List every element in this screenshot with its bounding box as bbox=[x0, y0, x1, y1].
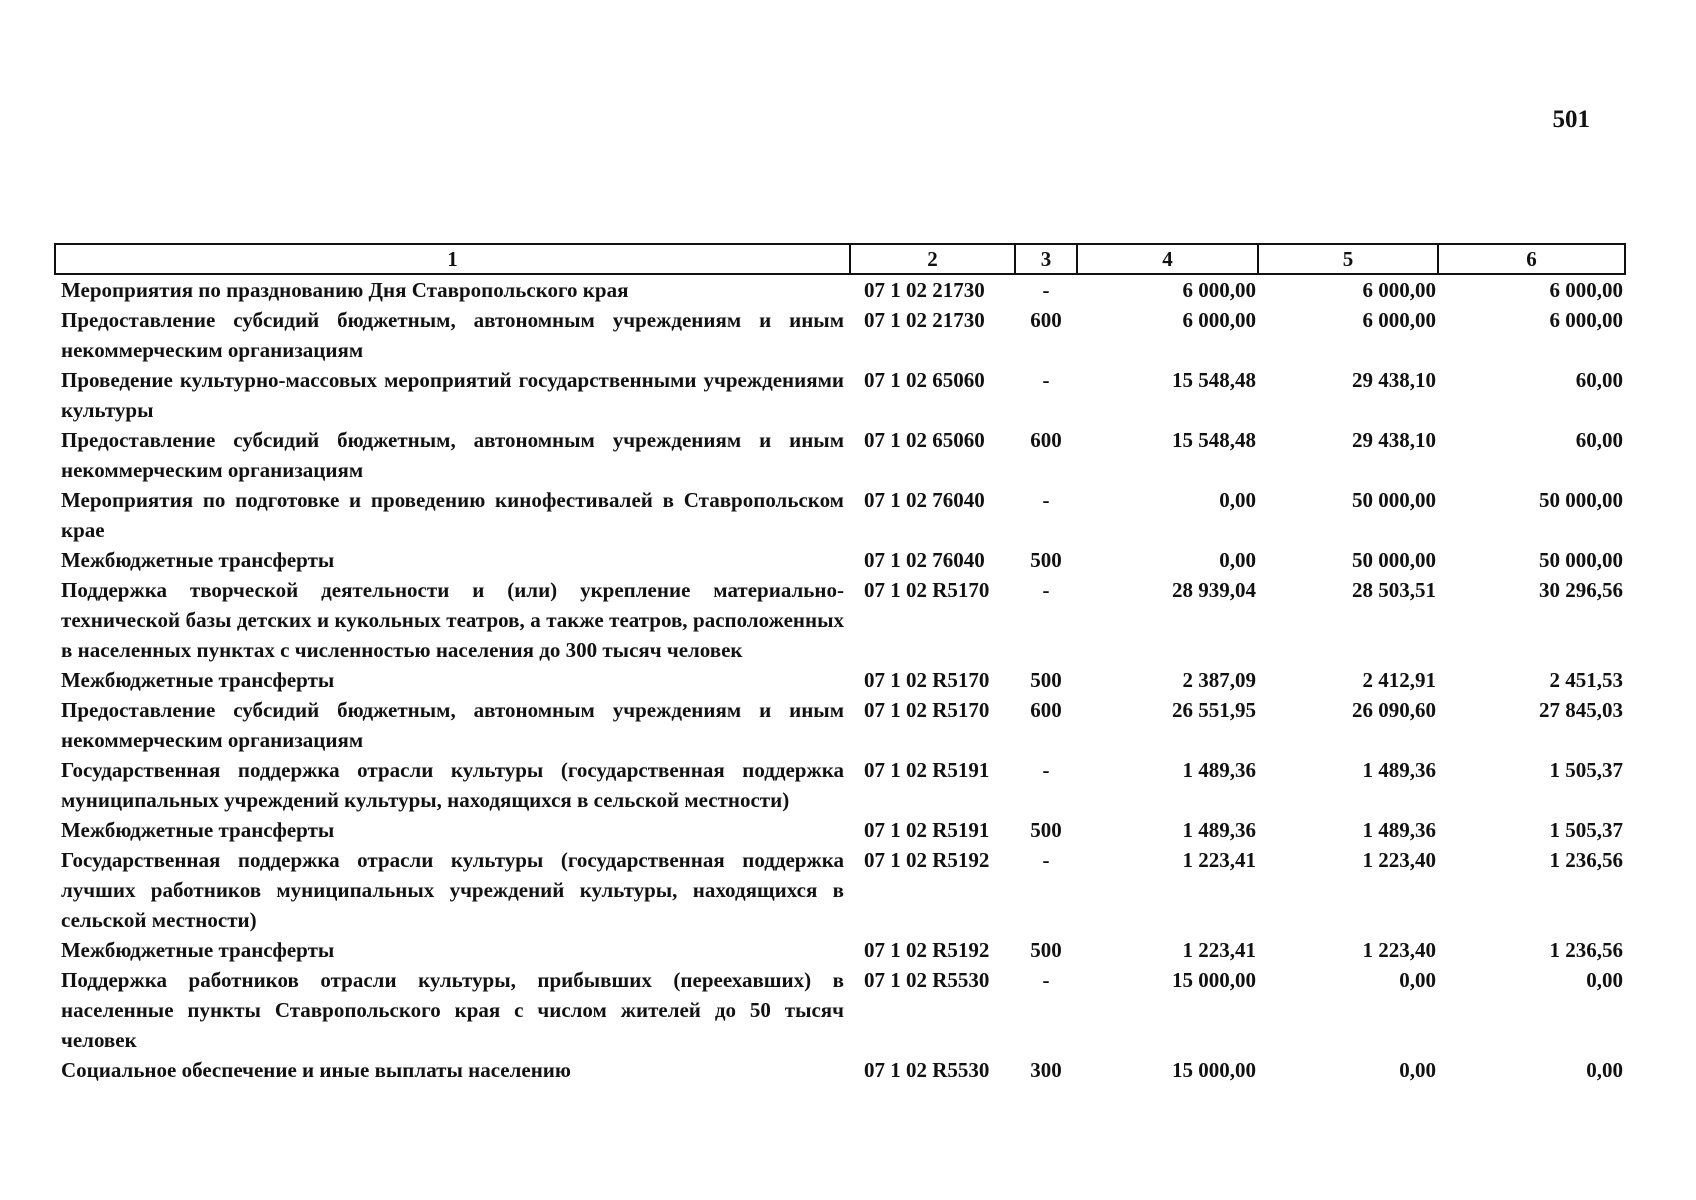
row-value-col6: 0,00 bbox=[1586, 1058, 1623, 1082]
row-value-col4: 15 000,00 bbox=[1172, 968, 1256, 992]
row-value-col5: 6 000,00 bbox=[1362, 278, 1436, 302]
row-value-col4: 2 387,09 bbox=[1182, 668, 1256, 692]
row-expense-type: 500 bbox=[1030, 548, 1062, 572]
row-code: 07 1 02 R5192 bbox=[864, 938, 990, 962]
budget-table bbox=[54, 243, 1626, 1085]
row-code: 07 1 02 R5170 bbox=[864, 668, 990, 692]
row-value-col4: 0,00 bbox=[1219, 488, 1256, 512]
row-expense-type: - bbox=[1042, 368, 1050, 392]
row-value-col5: 50 000,00 bbox=[1352, 548, 1436, 572]
table-row bbox=[55, 485, 1625, 545]
row-value-col5: 0,00 bbox=[1399, 1058, 1436, 1082]
row-name: Межбюджетные трансферты bbox=[61, 938, 335, 962]
row-code: 07 1 02 76040 bbox=[864, 488, 985, 512]
row-expense-type: - bbox=[1042, 578, 1050, 602]
row-code: 07 1 02 R5170 bbox=[864, 578, 990, 602]
table-row bbox=[55, 695, 1625, 755]
column-header: 3 bbox=[1015, 244, 1077, 274]
row-value-col6: 50 000,00 bbox=[1539, 488, 1623, 512]
row-name: Предоставление субсидий бюджетным, автономным учреждениям и иным некоммерческим организациям bbox=[61, 428, 844, 482]
row-value-col5: 29 438,10 bbox=[1352, 368, 1436, 392]
row-expense-type: - bbox=[1042, 488, 1050, 512]
row-name: Поддержка творческой деятельности и (или) укрепление материально-технической базы детских и кукольных театров, а также театров, расположенных в населенных пунктах с численностью населения до 300 тысяч человек bbox=[61, 578, 844, 662]
row-value-col4: 28 939,04 bbox=[1172, 578, 1256, 602]
row-value-col6: 27 845,03 bbox=[1539, 698, 1623, 722]
row-value-col5: 1 223,40 bbox=[1362, 848, 1436, 872]
row-name: Мероприятия по празднованию Дня Ставропольского края bbox=[61, 278, 629, 302]
row-expense-type: 500 bbox=[1030, 818, 1062, 842]
row-value-col6: 1 505,37 bbox=[1549, 758, 1623, 782]
row-value-col4: 26 551,95 bbox=[1172, 698, 1256, 722]
row-value-col4: 0,00 bbox=[1219, 548, 1256, 572]
row-value-col5: 6 000,00 bbox=[1362, 308, 1436, 332]
row-value-col6: 30 296,56 bbox=[1539, 578, 1623, 602]
column-header: 2 bbox=[850, 244, 1015, 274]
row-code: 07 1 02 65060 bbox=[864, 428, 985, 452]
row-value-col6: 1 236,56 bbox=[1549, 938, 1623, 962]
row-expense-type: 600 bbox=[1030, 308, 1062, 332]
table-row bbox=[55, 305, 1625, 365]
row-value-col4: 1 489,36 bbox=[1182, 758, 1256, 782]
row-code: 07 1 02 21730 bbox=[864, 278, 985, 302]
table-row bbox=[55, 665, 1625, 695]
row-value-col6: 2 451,53 bbox=[1549, 668, 1623, 692]
row-expense-type: 500 bbox=[1030, 938, 1062, 962]
row-name: Поддержка работников отрасли культуры, прибывших (переехавших) в населенные пункты Ставропольского края с числом жителей до 50 тысяч человек bbox=[61, 968, 844, 1052]
row-value-col6: 1 505,37 bbox=[1549, 818, 1623, 842]
table-row bbox=[55, 815, 1625, 845]
table-row bbox=[55, 965, 1625, 1055]
row-value-col4: 15 548,48 bbox=[1172, 428, 1256, 452]
row-value-col5: 50 000,00 bbox=[1352, 488, 1436, 512]
row-value-col4: 1 489,36 bbox=[1182, 818, 1256, 842]
row-value-col4: 15 000,00 bbox=[1172, 1058, 1256, 1082]
table-header-row bbox=[55, 244, 1625, 274]
row-value-col5: 29 438,10 bbox=[1352, 428, 1436, 452]
row-expense-type: - bbox=[1042, 758, 1050, 782]
row-value-col6: 0,00 bbox=[1586, 968, 1623, 992]
row-expense-type: 600 bbox=[1030, 698, 1062, 722]
table-row bbox=[55, 575, 1625, 665]
table-row bbox=[55, 935, 1625, 965]
column-header: 1 bbox=[55, 244, 850, 274]
row-expense-type: - bbox=[1042, 968, 1050, 992]
row-code: 07 1 02 R5192 bbox=[864, 848, 990, 872]
row-value-col4: 6 000,00 bbox=[1182, 278, 1256, 302]
row-expense-type: - bbox=[1042, 278, 1050, 302]
row-name: Социальное обеспечение и иные выплаты населению bbox=[61, 1058, 571, 1082]
row-expense-type: - bbox=[1042, 848, 1050, 872]
row-code: 07 1 02 65060 bbox=[864, 368, 985, 392]
row-value-col6: 6 000,00 bbox=[1549, 308, 1623, 332]
row-value-col6: 6 000,00 bbox=[1549, 278, 1623, 302]
row-value-col5: 1 489,36 bbox=[1362, 758, 1436, 782]
row-value-col5: 1 223,40 bbox=[1362, 938, 1436, 962]
table-row bbox=[55, 545, 1625, 575]
row-value-col5: 26 090,60 bbox=[1352, 698, 1436, 722]
row-value-col6: 1 236,56 bbox=[1549, 848, 1623, 872]
row-value-col5: 0,00 bbox=[1399, 968, 1436, 992]
table-row bbox=[55, 755, 1625, 815]
row-code: 07 1 02 R5191 bbox=[864, 758, 990, 782]
row-value-col5: 28 503,51 bbox=[1352, 578, 1436, 602]
row-code: 07 1 02 21730 bbox=[864, 308, 985, 332]
column-header: 6 bbox=[1438, 244, 1625, 274]
column-header: 5 bbox=[1258, 244, 1438, 274]
table-row bbox=[55, 274, 1625, 305]
row-value-col4: 6 000,00 bbox=[1182, 308, 1256, 332]
row-expense-type: 300 bbox=[1030, 1058, 1062, 1082]
row-value-col5: 1 489,36 bbox=[1362, 818, 1436, 842]
row-code: 07 1 02 R5191 bbox=[864, 818, 990, 842]
row-name: Государственная поддержка отрасли культуры (государственная поддержка лучших работников муниципальных учреждений культуры, находящихся в сельской местности) bbox=[61, 848, 844, 932]
row-name: Государственная поддержка отрасли культуры (государственная поддержка муниципальных учреждений культуры, находящихся в сельской местности) bbox=[61, 758, 844, 812]
column-header: 4 bbox=[1077, 244, 1258, 274]
row-name: Предоставление субсидий бюджетным, автономным учреждениям и иным некоммерческим организациям bbox=[61, 698, 844, 752]
row-expense-type: 500 bbox=[1030, 668, 1062, 692]
row-value-col5: 2 412,91 bbox=[1362, 668, 1436, 692]
row-code: 07 1 02 R5530 bbox=[864, 968, 990, 992]
row-code: 07 1 02 R5170 bbox=[864, 698, 990, 722]
row-value-col4: 1 223,41 bbox=[1182, 848, 1256, 872]
row-code: 07 1 02 R5530 bbox=[864, 1058, 990, 1082]
row-name: Проведение культурно-массовых мероприятий государственными учреждениями культуры bbox=[61, 368, 844, 422]
row-name: Мероприятия по подготовке и проведению кинофестивалей в Ставропольском крае bbox=[61, 488, 844, 542]
row-expense-type: 600 bbox=[1030, 428, 1062, 452]
table-row bbox=[55, 365, 1625, 425]
row-value-col6: 50 000,00 bbox=[1539, 548, 1623, 572]
row-name: Межбюджетные трансферты bbox=[61, 548, 335, 572]
table-body bbox=[55, 274, 1625, 1085]
row-name: Межбюджетные трансферты bbox=[61, 668, 335, 692]
row-code: 07 1 02 76040 bbox=[864, 548, 985, 572]
page-number: 501 bbox=[1552, 106, 1590, 133]
table-row bbox=[55, 1055, 1625, 1085]
row-name: Межбюджетные трансферты bbox=[61, 818, 335, 842]
row-value-col6: 60,00 bbox=[1575, 428, 1623, 452]
row-value-col4: 15 548,48 bbox=[1172, 368, 1256, 392]
table-row bbox=[55, 845, 1625, 935]
row-value-col4: 1 223,41 bbox=[1182, 938, 1256, 962]
row-value-col6: 60,00 bbox=[1575, 368, 1623, 392]
table-row bbox=[55, 425, 1625, 485]
row-name: Предоставление субсидий бюджетным, автономным учреждениям и иным некоммерческим организациям bbox=[61, 308, 844, 362]
